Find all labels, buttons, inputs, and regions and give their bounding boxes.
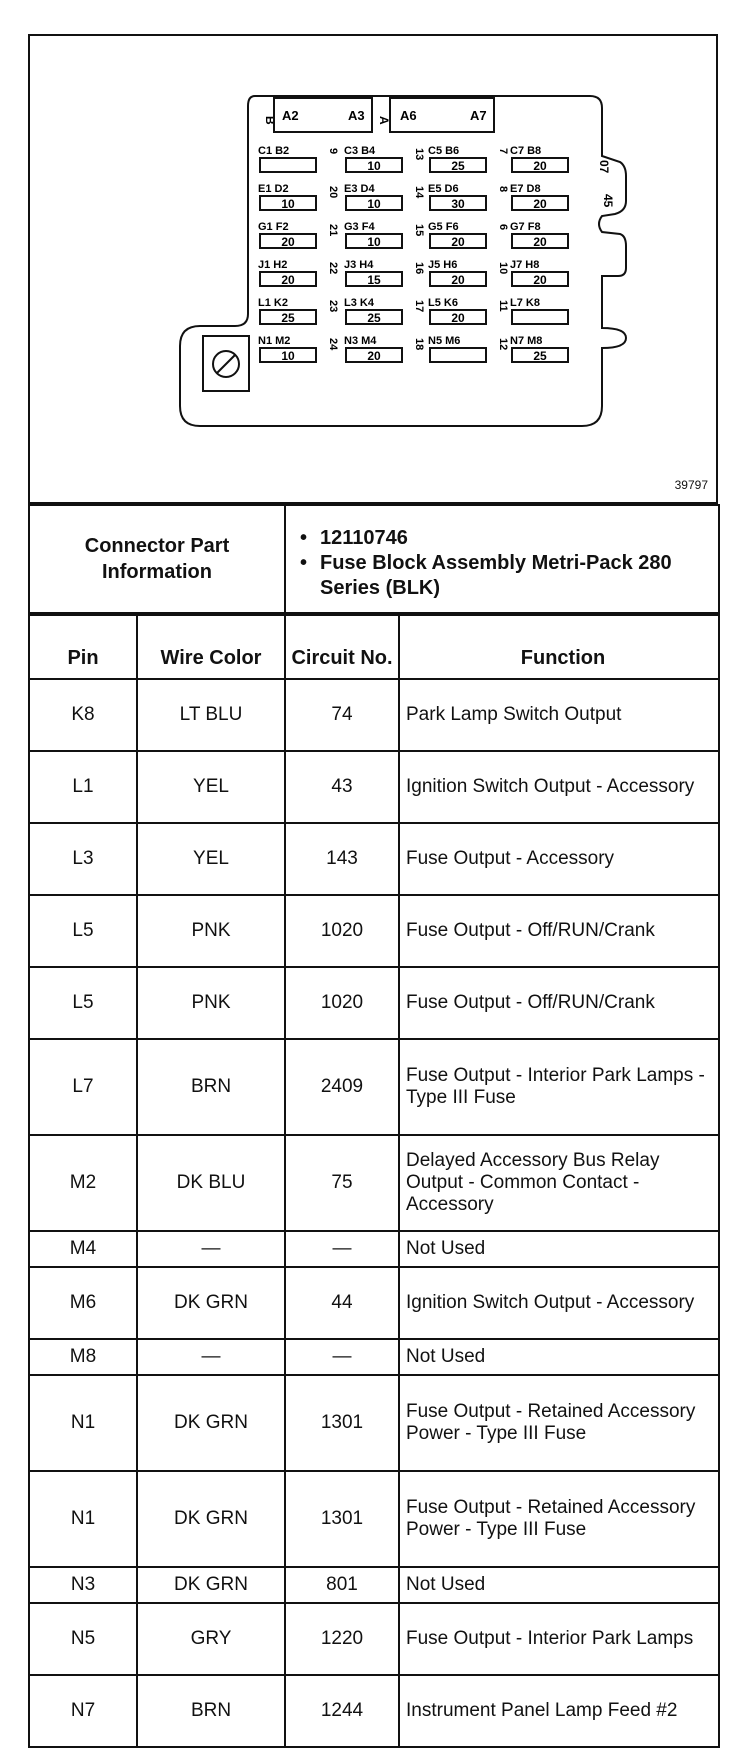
wire-color-cell: PNK xyxy=(137,967,285,1039)
function-header: Function xyxy=(399,615,719,679)
fuse-cavity-label: N5 M6 xyxy=(428,335,461,347)
circuit-cell: 1301 xyxy=(285,1471,399,1567)
fuse-cavity-label: C1 B2 xyxy=(258,145,290,157)
wire-color-header: Wire Color xyxy=(137,615,285,679)
circuit-cell: 1220 xyxy=(285,1603,399,1675)
pin-cell: N7 xyxy=(29,1675,137,1747)
connector-info-label: Connector Part Information xyxy=(29,505,285,613)
top-label-a7: A7 xyxy=(470,108,487,123)
fuse-slot xyxy=(430,348,486,362)
fuse-number: 18 xyxy=(413,338,425,351)
wire-color-cell: DK GRN xyxy=(137,1471,285,1567)
function-cell: Fuse Output - Off/RUN/Crank xyxy=(399,967,719,1039)
function-cell: Fuse Output - Interior Park Lamps - Type III Fuse xyxy=(399,1039,719,1135)
function-cell: Fuse Output - Accessory xyxy=(399,823,719,895)
wire-color-cell: DK GRN xyxy=(137,1267,285,1339)
fuse-rating: 20 xyxy=(451,235,465,249)
fuse-block-outline xyxy=(180,96,626,426)
fuse-number: 16 xyxy=(413,262,425,275)
fuse-cavity-label: E7 D8 xyxy=(510,183,541,195)
fuse-cavity-label: G1 F2 xyxy=(258,221,289,233)
fuse-number: 17 xyxy=(413,300,425,313)
fuse-cavity-label: G7 F8 xyxy=(510,221,541,233)
fuse-rating: 10 xyxy=(281,349,295,363)
fuse-number: 23 xyxy=(327,300,339,313)
table-row xyxy=(29,1039,719,1135)
pin-cell: M2 xyxy=(29,1135,137,1231)
connector-info-items xyxy=(285,505,719,613)
fuse-block-diagram xyxy=(28,34,718,504)
fuse-number: 7 xyxy=(497,148,509,155)
fuse-rating: 10 xyxy=(367,159,381,173)
circuit-cell: — xyxy=(285,1231,399,1267)
fuse-rating: 20 xyxy=(451,273,465,287)
circuit-cell: 44 xyxy=(285,1267,399,1339)
fuse-rating: 25 xyxy=(281,311,295,325)
fuse-rating: 10 xyxy=(367,235,381,249)
fuse-number: 21 xyxy=(327,224,339,237)
wire-color-cell: YEL xyxy=(137,751,285,823)
pin-cell: L3 xyxy=(29,823,137,895)
top-label-a: A xyxy=(377,116,391,125)
fuse-rating: 10 xyxy=(281,197,295,211)
wire-color-cell: DK BLU xyxy=(137,1135,285,1231)
fuse-cavity-label: L7 K8 xyxy=(510,297,540,309)
table-row xyxy=(29,1375,719,1471)
circuit-cell: 1301 xyxy=(285,1375,399,1471)
function-cell: Instrument Panel Lamp Feed #2 xyxy=(399,1675,719,1747)
function-cell: Fuse Output - Off/RUN/Crank xyxy=(399,895,719,967)
pin-cell: N1 xyxy=(29,1471,137,1567)
fuse-number: 14 xyxy=(413,186,425,199)
table-row xyxy=(29,967,719,1039)
fuse-cavity-label: L5 K6 xyxy=(428,297,458,309)
pin-cell: N5 xyxy=(29,1603,137,1675)
pin-cell: L1 xyxy=(29,751,137,823)
wire-color-cell: LT BLU xyxy=(137,679,285,751)
fuse-cavity-label: G5 F6 xyxy=(428,221,459,233)
circuit-cell: 74 xyxy=(285,679,399,751)
table-row xyxy=(29,895,719,967)
table-row xyxy=(29,1675,719,1747)
fuse-cavity-label: E1 D2 xyxy=(258,183,289,195)
fuse-rating: 20 xyxy=(533,197,547,211)
fuse-rating: 25 xyxy=(533,349,547,363)
pin-cell: M4 xyxy=(29,1231,137,1267)
fuse-number: 22 xyxy=(327,262,339,275)
circuit-cell: 1244 xyxy=(285,1675,399,1747)
pin-table xyxy=(28,614,720,1748)
fuse-slot xyxy=(260,158,316,172)
top-label-a3: A3 xyxy=(348,108,365,123)
function-cell: Not Used xyxy=(399,1567,719,1603)
side-label-45: 45 xyxy=(601,194,615,208)
fuse-rating: 15 xyxy=(367,273,381,287)
fuse-rating: 20 xyxy=(281,235,295,249)
fuse-rating: 20 xyxy=(533,273,547,287)
fuse-rating: 20 xyxy=(533,235,547,249)
table-row xyxy=(29,1567,719,1603)
wire-color-cell: DK GRN xyxy=(137,1567,285,1603)
wire-color-cell: GRY xyxy=(137,1603,285,1675)
pin-cell: K8 xyxy=(29,679,137,751)
table-row xyxy=(29,1471,719,1567)
fuse-cavity-label: C7 B8 xyxy=(510,145,542,157)
fuse-number: 6 xyxy=(497,224,509,231)
fuse-number: 9 xyxy=(327,148,339,155)
pin-header: Pin xyxy=(29,615,137,679)
top-label-a2: A2 xyxy=(282,108,299,123)
fuse-cavity-label: N7 M8 xyxy=(510,335,543,347)
connector-part-number: • 12110746 xyxy=(300,526,718,551)
function-cell: Fuse Output - Retained Accessory Power - Type III Fuse xyxy=(399,1375,719,1471)
table-row xyxy=(29,751,719,823)
fuse-cavity-label: E3 D4 xyxy=(344,183,375,195)
wire-color-cell: YEL xyxy=(137,823,285,895)
function-cell: Fuse Output - Interior Park Lamps xyxy=(399,1603,719,1675)
pin-cell: M8 xyxy=(29,1339,137,1375)
fuse-rating: 20 xyxy=(533,159,547,173)
circuit-cell: 801 xyxy=(285,1567,399,1603)
circuit-cell: — xyxy=(285,1339,399,1375)
fuse-rating: 25 xyxy=(367,311,381,325)
screw-slot xyxy=(217,355,235,373)
pin-cell: L5 xyxy=(29,967,137,1039)
fuse-cavity-label: J3 H4 xyxy=(344,259,374,271)
fuse-number: 11 xyxy=(497,300,509,312)
wire-color-cell: — xyxy=(137,1339,285,1375)
top-label-b: B xyxy=(263,116,277,125)
fuse-cavity-label: J1 H2 xyxy=(258,259,288,271)
pin-cell: M6 xyxy=(29,1267,137,1339)
function-cell: Not Used xyxy=(399,1339,719,1375)
table-row xyxy=(29,823,719,895)
figure-number: 39797 xyxy=(674,478,708,492)
function-cell: Park Lamp Switch Output xyxy=(399,679,719,751)
fuse-number: 15 xyxy=(413,224,425,237)
function-cell: Ignition Switch Output - Accessory xyxy=(399,751,719,823)
connector-sheet xyxy=(28,34,718,1748)
side-label-07: 07 xyxy=(597,160,611,174)
fuse-cavity-label: C3 B4 xyxy=(344,145,376,157)
fuse-cavity-label: J5 H6 xyxy=(428,259,458,271)
fuse-number: 20 xyxy=(327,186,339,199)
wire-color-cell: BRN xyxy=(137,1039,285,1135)
function-cell: Ignition Switch Output - Accessory xyxy=(399,1267,719,1339)
circuit-cell: 2409 xyxy=(285,1039,399,1135)
wire-color-cell: — xyxy=(137,1231,285,1267)
connector-description: • Fuse Block Assembly Metri-Pack 280 Series (BLK) xyxy=(300,551,718,601)
connector-info-table xyxy=(28,504,720,614)
fuse-cavity-label: E5 D6 xyxy=(428,183,459,195)
wire-color-cell: PNK xyxy=(137,895,285,967)
function-cell: Delayed Accessory Bus Relay Output - Common Contact - Accessory xyxy=(399,1135,719,1231)
fuse-number: 12 xyxy=(497,338,509,351)
fuse-cavity-label: L1 K2 xyxy=(258,297,288,309)
function-cell: Fuse Output - Retained Accessory Power - Type III Fuse xyxy=(399,1471,719,1567)
fuse-rating: 10 xyxy=(367,197,381,211)
table-row xyxy=(29,1603,719,1675)
circuit-header: Circuit No. xyxy=(285,615,399,679)
top-label-a6: A6 xyxy=(400,108,417,123)
pin-cell: L5 xyxy=(29,895,137,967)
fuse-cavity-label: N1 M2 xyxy=(258,335,291,347)
fuse-cavity-label: N3 M4 xyxy=(344,335,377,347)
fuse-cavity-label: J7 H8 xyxy=(510,259,540,271)
circuit-cell: 1020 xyxy=(285,895,399,967)
fuse-rating: 30 xyxy=(451,197,465,211)
pin-cell: L7 xyxy=(29,1039,137,1135)
fuse-rating: 20 xyxy=(451,311,465,325)
pin-cell: N1 xyxy=(29,1375,137,1471)
fuse-cavity-label: L3 K4 xyxy=(344,297,374,309)
table-row xyxy=(29,1339,719,1375)
circuit-cell: 1020 xyxy=(285,967,399,1039)
table-row xyxy=(29,1231,719,1267)
fuse-number: 13 xyxy=(413,148,425,161)
fuse-number: 24 xyxy=(327,338,339,351)
fuse-cavity-label: G3 F4 xyxy=(344,221,375,233)
fuse-block-drawing xyxy=(30,36,716,502)
pin-cell: N3 xyxy=(29,1567,137,1603)
function-cell: Not Used xyxy=(399,1231,719,1267)
fuse-cavity-label: C5 B6 xyxy=(428,145,460,157)
fuse-number: 10 xyxy=(497,262,509,275)
wire-color-cell: DK GRN xyxy=(137,1375,285,1471)
fuse-rating: 20 xyxy=(281,273,295,287)
table-row xyxy=(29,1135,719,1231)
table-row xyxy=(29,679,719,751)
table-row xyxy=(29,1267,719,1339)
circuit-cell: 75 xyxy=(285,1135,399,1231)
circuit-cell: 43 xyxy=(285,751,399,823)
fuse-rating: 20 xyxy=(367,349,381,363)
fuse-rating: 25 xyxy=(451,159,465,173)
fuse-number: 8 xyxy=(497,186,509,193)
fuse-slot xyxy=(512,310,568,324)
circuit-cell: 143 xyxy=(285,823,399,895)
wire-color-cell: BRN xyxy=(137,1675,285,1747)
